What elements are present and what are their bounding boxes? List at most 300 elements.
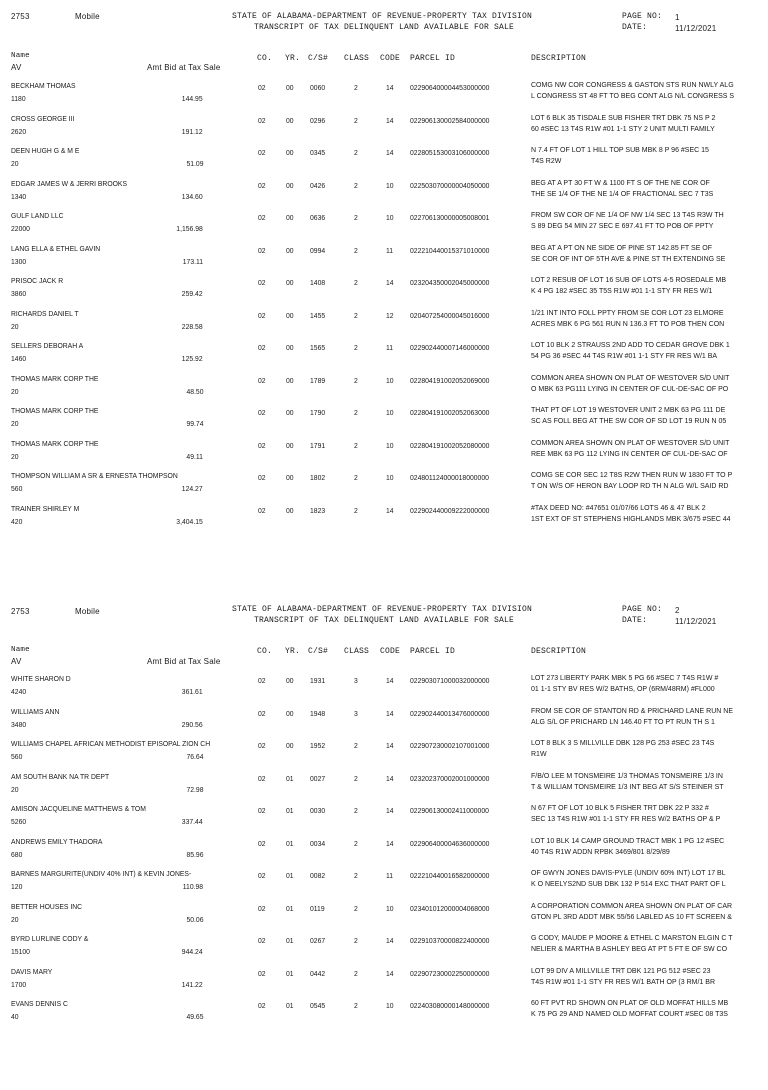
description-line: 01 1-1 STY BV RES W/2 BATHS, OP (6RM/48RM) #FL000 — [531, 686, 715, 693]
assessed-value: 420 — [11, 516, 23, 526]
parcel-id: 022910370000822400000 — [410, 936, 490, 945]
description-line: FROM SW COR OF NE 1/4 OF NW 1/4 SEC 13 T4S R3W TH — [531, 212, 724, 219]
table-row — [0, 309, 768, 341]
table-row — [0, 81, 768, 113]
page-number: 2 — [675, 606, 680, 615]
county-code: 02 — [258, 1001, 266, 1010]
parcel-id: 022503070000004050000 — [410, 180, 490, 190]
table-row — [0, 471, 768, 503]
description-line: LOT 10 BLK 14 CAMP GROUND TRACT MBK 1 PG 12 #SEC — [531, 837, 725, 845]
parcel-id: 023202370002001000000 — [410, 773, 490, 783]
description-line: BEG AT A PT ON NE SIDE OF PINE ST 142.85 FT SE OF — [531, 244, 713, 252]
class-code: 2 — [354, 278, 358, 287]
cs-number: 1789 — [310, 375, 326, 385]
class-code: 2 — [354, 245, 358, 255]
parcel-id: 022805153003106000000 — [410, 148, 490, 157]
amount-bid: 49.65 — [185, 1012, 203, 1021]
class-code: 2 — [354, 505, 358, 515]
assessed-value: 20 — [11, 451, 19, 461]
description-line: 60 FT PVT RD SHOWN ON PLAT OF OLD MOFFAT HILLS MB — [531, 1000, 729, 1007]
col-cs-header: C/S# — [308, 647, 329, 656]
county-code: 02 — [258, 440, 266, 450]
owner-name: THOMAS MARK CORP THE — [11, 373, 99, 383]
tax-year: 00 — [286, 708, 294, 718]
description-line: K 4 PG 182 #SEC 35 T5S R1W #01 1-1 STY FR RES W/1 — [531, 288, 713, 295]
report-subtitle: TRANSCRIPT OF TAX DELINQUENT LAND AVAILABLE FOR SALE — [254, 616, 515, 625]
parcel-id: 022403080000148000000 — [410, 1001, 490, 1010]
owner-name: AMISON JACQUELINE MATTHEWS & TOM — [11, 804, 146, 813]
table-row — [0, 211, 768, 243]
county-code: 02 — [258, 343, 266, 352]
county-code: 02 — [258, 375, 266, 385]
tax-year: 00 — [286, 180, 294, 190]
cs-number: 0082 — [310, 871, 326, 880]
col-av-header: AV — [11, 657, 22, 666]
owner-name: BARNES MARGURITE(UNDIV 40% INT) & KEVIN JONES- — [11, 869, 192, 878]
parcel-id: 022210440016582000000 — [410, 871, 490, 880]
description-line: LOT 8 BLK 3 S MILLVILLE DBK 128 PG 253 #SEC 23 T4S — [531, 740, 715, 747]
description-line: K O NEELYS2ND SUB DBK 132 P 514 EXC THAT PART OF L — [531, 881, 726, 888]
class-code: 2 — [354, 408, 358, 417]
description-line: LOT 99 DIV A MILLVILLE TRT DBK 121 PG 512 #SEC 23 — [531, 967, 711, 975]
table-row — [0, 707, 768, 739]
amount-bid: 85.96 — [185, 849, 203, 859]
description-line: O MBK 63 PG111 LYING IN CENTER OF CUL-DE-SAC OF PO — [531, 385, 729, 393]
tax-year: 01 — [286, 806, 294, 815]
tax-year: 01 — [286, 871, 294, 880]
county-code: 02 — [258, 838, 266, 848]
report-page-1 — [0, 0, 768, 526]
description-line: OF GWYN JONES DAVIS-PYLE (UNDIV 60% INT) LOT 17 BL — [531, 870, 726, 877]
owner-name: PRISOC JACK R — [11, 276, 64, 285]
cs-number: 0636 — [310, 213, 326, 222]
county-code: 02 — [258, 245, 266, 255]
code-value: 14 — [386, 83, 394, 92]
amount-bid: 361.61 — [182, 687, 203, 696]
class-code: 2 — [354, 83, 358, 92]
description-line: S 89 DEG 54 MIN 27 SEC E 697.41 FT TO POB OF PPTY — [531, 223, 714, 230]
tax-year: 01 — [286, 968, 294, 978]
table-row — [0, 934, 768, 966]
county-code: 02 — [258, 148, 266, 157]
description-line: F/B/O LEE M TONSMEIRE 1/3 THOMAS TONSMEIRE 1/3 IN — [531, 772, 723, 780]
code-value: 10 — [386, 375, 394, 385]
owner-name: WHITE SHARON D — [11, 674, 71, 683]
table-row — [0, 439, 768, 471]
class-code: 2 — [354, 773, 358, 783]
parcel-id: 022903071000032000000 — [410, 676, 490, 685]
tax-year: 00 — [286, 213, 294, 222]
owner-name: THOMPSON WILLIAM A SR & ERNESTA THOMPSON — [11, 471, 178, 480]
code-value: 11 — [386, 245, 394, 255]
county-code: 02 — [258, 473, 266, 482]
table-row — [0, 837, 768, 869]
tax-year: 00 — [286, 343, 294, 352]
parcel-id: 023401012000004068000 — [410, 903, 490, 913]
description-line: 1ST EXT OF ST STEPHENS HIGHLANDS MBK 3/675 #SEC 44 — [531, 515, 731, 523]
tax-year: 00 — [286, 278, 294, 287]
description-line: ACRES MBK 6 PG 561 RUN N 136.3 FT TO POB THEN CON — [531, 320, 725, 328]
amount-bid: 944.24 — [182, 947, 203, 956]
class-code: 2 — [354, 310, 358, 320]
table-row — [0, 504, 768, 536]
class-code: 2 — [354, 343, 358, 352]
col-name-header: Name — [11, 52, 30, 60]
parcel-id: 022907230002107001000 — [410, 741, 490, 750]
code-value: 10 — [386, 473, 394, 482]
code-value: 14 — [386, 741, 394, 750]
parcel-id: 022906400004636000000 — [410, 838, 490, 848]
cs-number: 1455 — [310, 310, 326, 320]
code-value: 10 — [386, 180, 394, 190]
table-row — [0, 114, 768, 146]
col-yr-header: YR. — [285, 647, 301, 656]
description-line: R1W — [531, 751, 547, 758]
owner-name: EVANS DENNIS C — [11, 999, 68, 1008]
table-row — [0, 999, 768, 1031]
owner-name: THOMAS MARK CORP THE — [11, 438, 99, 448]
description-line: G CODY, MAUDE P MOORE & ETHEL C MARSTON ELGIN C T — [531, 935, 733, 942]
tax-year: 01 — [286, 773, 294, 783]
county-code: 02 — [258, 115, 266, 125]
assessed-value: 4240 — [11, 687, 27, 696]
col-amt-header: Amt Bid at Tax Sale — [147, 657, 221, 666]
class-code: 2 — [354, 148, 358, 157]
amount-bid: 50.06 — [185, 914, 203, 924]
page-number-label: PAGE NO: — [622, 605, 663, 614]
class-code: 2 — [354, 1001, 358, 1010]
table-row — [0, 967, 768, 999]
cs-number: 0296 — [310, 115, 326, 125]
owner-name: THOMAS MARK CORP THE — [11, 406, 99, 415]
class-code: 2 — [354, 115, 358, 125]
county-name: Mobile — [75, 12, 100, 21]
amount-bid: 259.42 — [182, 289, 203, 298]
code-value: 14 — [386, 773, 394, 783]
tax-year: 00 — [286, 375, 294, 385]
tax-year: 00 — [286, 148, 294, 157]
county-code: 02 — [258, 936, 266, 945]
owner-name: RICHARDS DANIEL T — [11, 308, 79, 318]
report-date: 11/12/2021 — [675, 24, 717, 33]
owner-name: EDGAR JAMES W & JERRI BROOKS — [11, 178, 127, 188]
class-code: 2 — [354, 871, 358, 880]
col-co-header: CO. — [257, 647, 273, 656]
cs-number: 0030 — [310, 806, 326, 815]
cs-number: 0426 — [310, 180, 326, 190]
owner-name: DAVIS MARY — [11, 966, 53, 976]
owner-name: SELLERS DEBORAH A — [11, 341, 84, 350]
amount-bid: 49.11 — [186, 451, 203, 461]
amount-bid: 1,156.98 — [176, 224, 203, 233]
owner-name: CROSS GEORGE III — [11, 113, 75, 123]
amount-bid: 72.98 — [185, 784, 203, 794]
report-title: STATE OF ALABAMA-DEPARTMENT OF REVENUE-PROPERTY TAX DIVISION — [232, 605, 533, 614]
parcel-id: 022902440007146000000 — [410, 343, 490, 352]
parcel-id: 022906130002584000000 — [410, 115, 490, 125]
table-row — [0, 276, 768, 308]
tax-year: 00 — [286, 310, 294, 320]
description-line: GTON PL 3RD ADDT MBK 55/56 LABLED AS 10 FT SCREEN & — [531, 913, 732, 921]
county-code: 02 — [258, 310, 266, 320]
tax-year: 00 — [286, 440, 294, 450]
account-number: 2753 — [11, 607, 30, 616]
amount-bid: 76.64 — [185, 752, 203, 761]
description-line: NELIER & MARTHA B ASHLEY BEG AT PT 5 FT E OF SW CO — [531, 946, 728, 953]
tax-year: 01 — [286, 1001, 294, 1010]
county-code: 02 — [258, 278, 266, 287]
tax-year: 00 — [286, 83, 294, 92]
parcel-id: 022210440015371010000 — [410, 245, 490, 255]
code-value: 14 — [386, 676, 394, 685]
description-line: 1/21 INT INTO FOLL PPTY FROM SE COR LOT 23 ELMORE — [531, 309, 724, 317]
description-line: K 75 PG 29 AND NAMED OLD MOFFAT COURT #SEC 08 T3S — [531, 1011, 728, 1018]
cs-number: 1931 — [310, 676, 326, 685]
cs-number: 1408 — [310, 278, 326, 287]
parcel-id: 022804191002052063000 — [410, 408, 490, 417]
amount-bid: 290.56 — [182, 719, 203, 729]
cs-number: 1802 — [310, 473, 326, 482]
class-code: 2 — [354, 440, 358, 450]
description-line: LOT 273 LIBERTY PARK MBK 5 PG 66 #SEC 7 T4S R1W # — [531, 675, 719, 682]
tax-year: 00 — [286, 245, 294, 255]
assessed-value: 120 — [11, 882, 23, 891]
assessed-value: 3480 — [11, 719, 27, 729]
county-code: 02 — [258, 708, 266, 718]
county-code: 02 — [258, 903, 266, 913]
assessed-value: 560 — [11, 484, 23, 493]
col-code-header: CODE — [380, 647, 401, 656]
assessed-value: 20 — [11, 914, 19, 924]
assessed-value: 15100 — [11, 947, 30, 956]
owner-name: AM SOUTH BANK NA TR DEPT — [11, 771, 110, 781]
description-line: SC AS FOLL BEG AT THE SW COR OF SD LOT 19 RUN N 05 — [531, 418, 727, 425]
description-line: N 67 FT OF LOT 10 BLK 5 FISHER TRT DBK 22 P 332 # — [531, 805, 709, 812]
assessed-value: 40 — [11, 1012, 19, 1021]
code-value: 11 — [386, 343, 394, 352]
description-line: THAT PT OF LOT 19 WESTOVER UNIT 2 MBK 63 PG 111 DE — [531, 407, 726, 414]
cs-number: 1790 — [310, 408, 326, 417]
assessed-value: 20 — [11, 784, 19, 794]
table-row — [0, 739, 768, 771]
assessed-value: 1340 — [11, 191, 27, 201]
owner-name: GULF LAND LLC — [11, 211, 64, 220]
code-value: 10 — [386, 903, 394, 913]
county-code: 02 — [258, 213, 266, 222]
assessed-value: 560 — [11, 752, 23, 761]
tax-year: 00 — [286, 473, 294, 482]
table-row — [0, 341, 768, 373]
cs-number: 0994 — [310, 245, 326, 255]
table-row — [0, 179, 768, 211]
description-line: THE SE 1/4 OF THE NE 1/4 OF FRACTIONAL SEC 7 T3S — [531, 190, 714, 198]
tax-year: 01 — [286, 838, 294, 848]
parcel-id: 023204350002045000000 — [410, 278, 490, 287]
cs-number: 0060 — [310, 83, 326, 92]
col-parcel-header: PARCEL ID — [410, 54, 456, 63]
table-row — [0, 674, 768, 706]
assessed-value: 2620 — [11, 126, 27, 136]
report-page-2 — [0, 600, 768, 1090]
owner-name: LANG ELLA & ETHEL GAVIN — [11, 243, 101, 253]
date-label: DATE: — [622, 23, 648, 32]
assessed-value: 1700 — [11, 979, 27, 989]
description-line: COMMON AREA SHOWN ON PLAT OF WESTOVER S/D UNIT — [531, 439, 730, 447]
cs-number: 1565 — [310, 343, 326, 352]
class-code: 2 — [354, 936, 358, 945]
table-row — [0, 146, 768, 178]
class-code: 2 — [354, 213, 358, 222]
county-name: Mobile — [75, 607, 100, 616]
assessed-value: 1180 — [11, 94, 26, 103]
col-desc-header: DESCRIPTION — [531, 54, 587, 63]
page-number: 1 — [675, 13, 680, 22]
amount-bid: 228.58 — [182, 321, 203, 331]
code-value: 14 — [386, 115, 394, 125]
description-line: T & WILLIAM TONSMEIRE 1/3 INT BEG AT S/S STEINER ST — [531, 783, 724, 791]
county-code: 02 — [258, 505, 266, 515]
code-value: 14 — [386, 708, 394, 718]
code-value: 14 — [386, 278, 394, 287]
amount-bid: 144.95 — [182, 94, 203, 103]
tax-year: 00 — [286, 115, 294, 125]
assessed-value: 22000 — [11, 224, 30, 233]
assessed-value: 3860 — [11, 289, 27, 298]
parcel-id: 024801124000018000000 — [410, 473, 489, 482]
description-line: T4S R1W #01 1-1 STY FR RES W/1 BATH OP (3 RM/1 BR — [531, 978, 715, 986]
description-line: SE COR OF INT OF 5TH AVE & PINE ST TH EXTENDING SE — [531, 255, 726, 263]
owner-name: TRAINER SHIRLEY M — [11, 503, 80, 513]
assessed-value: 5260 — [11, 817, 27, 826]
description-line: L CONGRESS ST 48 FT TO BEG CONT ALG N/L CONGRESS S — [531, 93, 735, 100]
description-line: REE MBK 63 PG 112 LYING IN CENTER OF CUL-DE-SAC OF — [531, 450, 728, 458]
description-line: T ON W/S OF HERON BAY LOOP RD TH N ALG W/L SAID RD — [531, 483, 729, 490]
class-code: 2 — [354, 741, 358, 750]
county-code: 02 — [258, 806, 266, 815]
description-line: 54 PG 36 #SEC 44 T4S R1W #01 1-1 STY FR RES W/1 BA — [531, 353, 718, 360]
cs-number: 0119 — [310, 903, 325, 913]
assessed-value: 20 — [11, 159, 19, 168]
code-value: 14 — [386, 838, 394, 848]
owner-name: DEEN HUGH G & M E — [11, 146, 80, 155]
class-code: 2 — [354, 180, 358, 190]
parcel-id: 022906130002411000000 — [410, 806, 489, 815]
tax-year: 01 — [286, 903, 294, 913]
code-value: 10 — [386, 408, 394, 417]
amount-bid: 191.12 — [182, 126, 203, 136]
amount-bid: 125.92 — [182, 354, 203, 363]
col-yr-header: YR. — [285, 54, 301, 63]
class-code: 3 — [354, 708, 358, 718]
tax-year: 01 — [286, 936, 294, 945]
cs-number: 1952 — [310, 741, 326, 750]
assessed-value: 20 — [11, 321, 19, 331]
code-value: 10 — [386, 440, 394, 450]
cs-number: 0442 — [310, 968, 326, 978]
tax-year: 00 — [286, 741, 294, 750]
county-code: 02 — [258, 83, 266, 92]
parcel-id: 022907230002250000000 — [410, 968, 490, 978]
code-value: 14 — [386, 806, 394, 815]
description-line: 40 T4S R1W ADDN RPBK 3469/801 8/29/89 — [531, 848, 670, 856]
county-code: 02 — [258, 180, 266, 190]
description-line: SEC 13 T4S R1W #01 1-1 STY FR RES W/2 BATHS OP & P — [531, 816, 721, 823]
report-title: STATE OF ALABAMA-DEPARTMENT OF REVENUE-PROPERTY TAX DIVISION — [232, 12, 533, 21]
col-code-header: CODE — [380, 54, 401, 63]
col-co-header: CO. — [257, 54, 273, 63]
owner-name: WILLIAMS CHAPEL AFRICAN METHODIST EPISOPAL ZION CH — [11, 739, 211, 748]
cs-number: 1791 — [310, 440, 326, 450]
description-line: 60 #SEC 13 T4S R1W #01 1-1 STY 2 UNIT MULTI FAMILY — [531, 125, 715, 133]
owner-name: BETTER HOUSES INC — [11, 901, 83, 911]
owner-name: BYRD LURLINE CODY & — [11, 934, 89, 943]
class-code: 3 — [354, 676, 358, 685]
county-code: 02 — [258, 741, 266, 750]
description-line: LOT 10 BLK 2 STRAUSS 2ND ADD TO CEDAR GROVE DBK 1 — [531, 342, 730, 349]
class-code: 2 — [354, 838, 358, 848]
amount-bid: 124.27 — [182, 484, 203, 493]
assessed-value: 1460 — [11, 354, 27, 363]
col-class-header: CLASS — [344, 54, 370, 63]
col-av-header: AV — [11, 63, 22, 72]
cs-number: 1823 — [310, 505, 326, 515]
assessed-value: 680 — [11, 849, 23, 859]
assessed-value: 20 — [11, 386, 19, 396]
parcel-id: 022706130000005008001 — [410, 213, 490, 222]
description-line: A CORPORATION COMMON AREA SHOWN ON PLAT OF CAR — [531, 902, 733, 910]
description-line: COMG SE COR SEC 12 T8S R2W THEN RUN W 1830 FT TO P — [531, 472, 733, 479]
amount-bid: 51.09 — [185, 159, 203, 168]
table-row — [0, 902, 768, 934]
code-value: 14 — [386, 936, 394, 945]
class-code: 2 — [354, 968, 358, 978]
code-value: 10 — [386, 213, 394, 222]
cs-number: 0027 — [310, 773, 326, 783]
parcel-id: 022804191002052069000 — [410, 375, 490, 385]
parcel-id: 022902440009222000000 — [410, 505, 490, 515]
description-line: FROM SE COR OF STANTON RD & PRICHARD LANE RUN NE — [531, 707, 733, 715]
amount-bid: 3,404.15 — [176, 516, 203, 526]
description-line: LOT 2 RESUB OF LOT 16 SUB OF LOTS 4-5 ROSEDALE MB — [531, 277, 727, 284]
code-value: 11 — [386, 871, 394, 880]
table-row — [0, 804, 768, 836]
col-parcel-header: PARCEL ID — [410, 647, 456, 656]
description-line: T4S R2W — [531, 158, 562, 165]
code-value: 10 — [386, 1001, 394, 1010]
col-class-header: CLASS — [344, 647, 370, 656]
assessed-value: 20 — [11, 419, 19, 428]
code-value: 12 — [386, 310, 394, 320]
table-row — [0, 374, 768, 406]
class-code: 2 — [354, 903, 358, 913]
description-line: #TAX DEED NO: #47651 01/07/66 LOTS 46 & 47 BLK 2 — [531, 504, 706, 512]
tax-year: 00 — [286, 408, 294, 417]
county-code: 02 — [258, 676, 266, 685]
cs-number: 0267 — [310, 936, 326, 945]
amount-bid: 141.22 — [182, 979, 203, 989]
account-number: 2753 — [11, 12, 30, 21]
cs-number: 1948 — [310, 708, 326, 718]
cs-number: 0034 — [310, 838, 326, 848]
amount-bid: 134.60 — [182, 191, 203, 201]
cs-number: 0545 — [310, 1001, 326, 1010]
assessed-value: 1300 — [11, 256, 27, 266]
code-value: 14 — [386, 148, 394, 157]
description-line: N 7.4 FT OF LOT 1 HILL TOP SUB MBK 8 P 96 #SEC 15 — [531, 147, 709, 154]
cs-number: 0345 — [310, 148, 326, 157]
description-line: ALG S/L OF PRICHARD LN 146.40 FT TO PT RUN TH S 1 — [531, 718, 715, 726]
date-label: DATE: — [622, 616, 648, 625]
